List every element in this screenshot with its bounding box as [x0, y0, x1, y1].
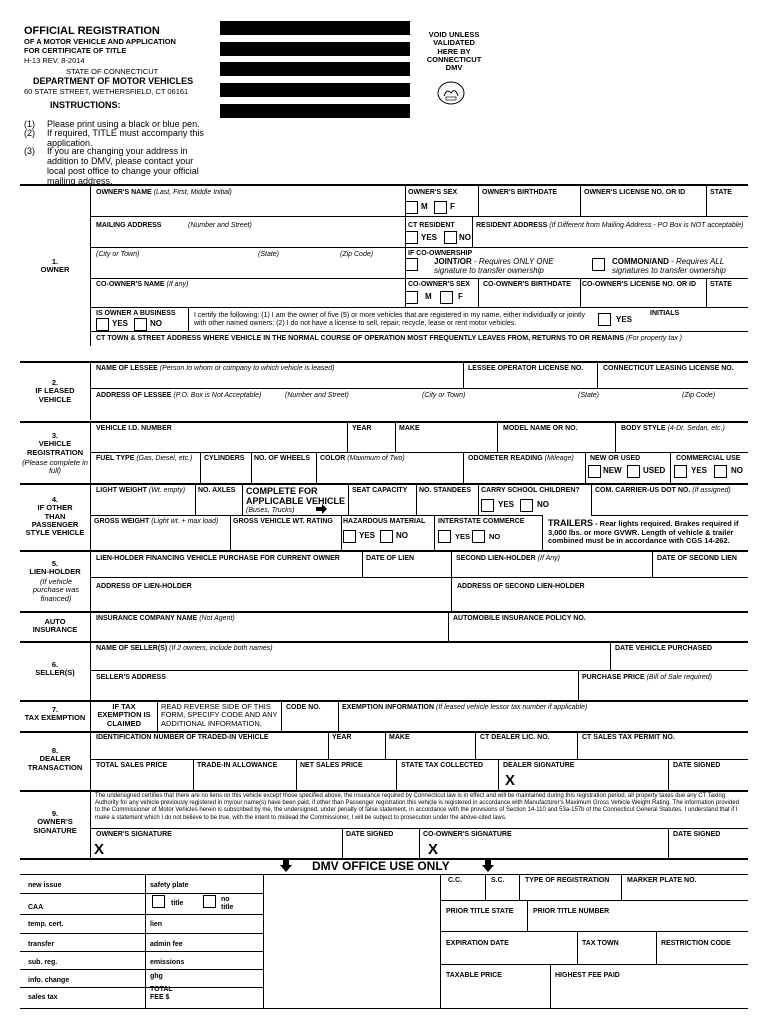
arrow-down-icon [482, 860, 494, 872]
yes-label: YES [455, 532, 471, 541]
gross-weight-label: GROSS WEIGHT (Light wt. + max load) [94, 518, 219, 525]
total-sales-price-label: TOTAL SALES PRICE [96, 762, 168, 769]
redaction-bar [220, 83, 410, 97]
instruction-2: If required, TITLE must accompany this application. [47, 128, 204, 148]
form-subtitle-2: FOR CERTIFICATE OF TITLE [24, 46, 127, 55]
second-lien-address-label: ADDRESS OF SECOND LIEN-HOLDER [457, 583, 585, 590]
yes-label: YES [616, 315, 633, 324]
redaction-bar [220, 42, 410, 56]
highest-fee-label: HIGHEST FEE PAID [555, 972, 620, 979]
owner-state-label: STATE [710, 189, 732, 196]
co-ownership-label: IF CO-OWNERSHIP [408, 250, 473, 257]
net-sales-price-label: NET SALES PRICE [300, 762, 363, 769]
commercial-no-checkbox[interactable] [714, 465, 727, 478]
department-name: DEPARTMENT OF MOTOR VEHICLES [33, 76, 194, 86]
insurance-policy-label: AUTOMOBILE INSURANCE POLICY NO. [453, 615, 586, 622]
read-reverse-label: READ REVERSE SIDE OF THIS FORM, SPECIFY CODE AND ANY ADDITIONAL INFORMATION. [161, 702, 278, 728]
ct-resident-yes-checkbox[interactable] [405, 231, 418, 244]
complete-for-label: COMPLETE FOR [246, 486, 318, 496]
lien-date-label: DATE OF LIEN [366, 555, 415, 562]
redaction-bar [220, 62, 410, 76]
expiration-date-label: EXPIRATION DATE [446, 940, 509, 947]
yes-label: YES [359, 531, 376, 540]
prior-title-number-label: PRIOR TITLE NUMBER [533, 908, 610, 915]
new-checkbox[interactable] [588, 465, 601, 478]
redaction-bar [220, 104, 410, 118]
caa-label: CAA [28, 904, 44, 911]
hazmat-no-checkbox[interactable] [380, 530, 393, 543]
title-checkbox[interactable] [152, 895, 165, 908]
joint-or-checkbox[interactable] [405, 258, 418, 271]
instruction-number: (1) [24, 119, 35, 129]
arrow-down-icon [280, 860, 292, 872]
section-vehicle-hint: (Please complete in full) [22, 458, 88, 476]
business-certify-yes-checkbox[interactable] [598, 313, 611, 326]
no-label: NO [537, 500, 549, 509]
state-name: STATE OF CONNECTICUT [66, 67, 159, 76]
section-lien-holder: 5. LIEN-HOLDER [29, 559, 81, 577]
void-notice: VOID UNLESS VALIDATED HERE BY CONNECTICUT DMV [426, 30, 482, 72]
model-label: MODEL NAME OR NO. [503, 425, 578, 432]
section-leased: 2. IF LEASED VEHICLE [35, 378, 75, 404]
owner-sex-label: OWNER'S SEX [408, 189, 458, 196]
new-label: NEW [603, 466, 622, 475]
standees-label: NO. STANDEES [419, 487, 471, 494]
business-no-checkbox[interactable] [134, 318, 147, 331]
color-label: COLOR (Maximum of Two) [320, 455, 405, 462]
co-owner-birthdate-label: CO-OWNER'S BIRTHDATE [483, 281, 571, 288]
sex-f-label: F [458, 292, 463, 301]
fuel-type-label: FUEL TYPE (Gas, Diesel, etc.) [96, 455, 193, 462]
yes-label: YES [498, 500, 515, 509]
section-seller: 6. SELLER(S) [35, 660, 75, 678]
no-title-checkbox[interactable] [203, 895, 216, 908]
yes-label: YES [112, 319, 129, 328]
co-owner-signature-x: X [428, 841, 439, 858]
dealer-signature-label: DEALER SIGNATURE [503, 762, 575, 769]
exemption-info-label: EXEMPTION INFORMATION (If leased vehicle lessor tax number if applicable) [342, 704, 588, 711]
no-label: NO [489, 532, 501, 541]
co-owner-state-label: STATE [710, 281, 732, 288]
body-style-label: BODY STYLE (4-Dr. Sedan, etc.) [621, 425, 725, 432]
date-purchased-label: DATE VEHICLE PURCHASED [615, 645, 713, 652]
state-tax-collected-label: STATE TAX COLLECTED [401, 762, 484, 769]
arrow-right-icon [316, 504, 328, 514]
if-tax-exemption-label: IF TAX EXEMPTION IS CLAIMED [97, 702, 151, 728]
cc-label: C.C. [448, 877, 462, 884]
make-label: MAKE [399, 425, 420, 432]
no-label: NO [731, 466, 743, 475]
applicable-vehicle-label: APPLICABLE VEHICLE [246, 496, 346, 506]
lien-label: lien [150, 921, 163, 928]
lessee-address-label: ADDRESS OF LESSEE (P.O. Box is Not Acceptable) [96, 392, 262, 399]
co-sex-f-checkbox[interactable] [440, 291, 453, 304]
interstate-label: INTERSTATE COMMERCE [438, 518, 525, 525]
code-no-label: CODE NO. [286, 704, 321, 711]
lien-address-label: ADDRESS OF LIEN-HOLDER [96, 583, 192, 590]
section-tax-exemption: 7. TAX EXEMPTION [24, 705, 86, 723]
ct-leasing-label: CONNECTICUT LEASING LICENSE NO. [603, 365, 734, 372]
seller-address-label: SELLER'S ADDRESS [96, 674, 166, 681]
cylinders-label: CYLINDERS [204, 455, 245, 462]
section-insurance: AUTO INSURANCE [32, 617, 78, 635]
insurance-company-label: INSURANCE COMPANY NAME (Not Agent) [96, 615, 235, 622]
restriction-code-label: RESTRICTION CODE [661, 940, 731, 947]
wheels-label: NO. OF WHEELS [254, 455, 310, 462]
instruction-number: (2) [24, 128, 35, 138]
ct-resident-no-checkbox[interactable] [444, 231, 457, 244]
trade-in-allowance-label: TRADE-IN ALLOWANCE [197, 762, 278, 769]
trade-make-label: MAKE [389, 734, 410, 741]
traded-in-vin-label: IDENTIFICATION NUMBER OF TRADED-IN VEHICLE [96, 734, 269, 741]
new-issue-label: new issue [28, 882, 62, 889]
owner-birthdate-label: OWNER'S BIRTHDATE [482, 189, 558, 196]
title-label: title [171, 900, 184, 907]
owner-name-label: OWNER'S NAME (Last, First, Middle Initial) [96, 189, 232, 196]
co-owner-sex-label: CO-OWNER'S SEX [408, 281, 470, 288]
dmv-office-use-heading: DMV OFFICE USE ONLY [312, 859, 450, 873]
no-label: NO [396, 531, 408, 540]
co-owner-name-label: CO-OWNER'S NAME (If any) [96, 281, 189, 288]
sales-tax-label: sales tax [28, 994, 58, 1001]
marker-plate-label: MARKER PLATE NO. [627, 877, 697, 884]
owner-signature-x: X [94, 841, 105, 858]
temp-cert-label: temp. cert. [28, 921, 64, 928]
interstate-yes-checkbox[interactable] [438, 530, 451, 543]
owner-signature-label: OWNER'S SIGNATURE [96, 831, 172, 838]
lessee-name-label: NAME OF LESSEE (Person to whom or company to which vehicle is leased) [96, 365, 335, 372]
certification-text: The undersigned certifies that there are no liens on this vehicle except those specified above, the insurance required by Connecticut law is in effect and will be maintained during this registration period, all property taxes due any CT Taxing Authority for any vehicle previously registered in my/our name(s) have been paid, if other than Passenger registration this vehicle is registered in accordance with Manufacturer's Maximum Gross Vehicle Weight Rating. The information provided to the Commissioner of Motor Vehicles herein is subscribed by me, the undersigned, under penalty of false statement, in accordance with the provisions of Section 14-110 and 53a-157b of the Connecticut General Statutes. I understand that if I make a statement which I do not believe to be true, with the intent to mislead the Commissioner, I will be subject to prosecution under the above-cited laws. [95, 793, 739, 821]
instruction-3: If you are changing your address in addition to DMV, please contact your local post office to change your official mailing address. [47, 146, 199, 186]
department-address: 60 STATE STREET, WETHERSFIELD, CT 06161 [24, 87, 189, 96]
used-label: USED [643, 466, 666, 475]
used-checkbox[interactable] [627, 465, 640, 478]
dealer-license-label: CT DEALER LIC. NO. [480, 734, 550, 741]
form-title: OFFICIAL REGISTRATION [24, 25, 160, 37]
ct-state-seal [436, 80, 466, 106]
instruction-1: Please print using a black or blue pen. [47, 119, 200, 129]
form-subtitle: OF A MOTOR VEHICLE AND APPLICATION [24, 37, 176, 46]
zip-hint: (Zip Code) [682, 392, 716, 399]
section-signature: 9. OWNER'S SIGNATURE [33, 809, 77, 835]
co-owner-signature-label: CO-OWNER'S SIGNATURE [423, 831, 512, 838]
section-dealer: 8. DEALER TRANSACTION [27, 746, 83, 772]
sex-f-label: F [450, 202, 455, 211]
ct-town-label: CT TOWN & STREET ADDRESS WHERE VEHICLE IN THE NORMAL COURSE OF OPERATION MOST FREQUENTLY LEAVES FROM, RETURNS TO OR REMAINS (For property tax ) [96, 335, 682, 342]
no-label: NO [150, 319, 162, 328]
mailing-address-label: MAILING ADDRESS [96, 222, 162, 229]
owner-date-signed-label: DATE SIGNED [346, 831, 394, 838]
joint-or-label: JOINT/OR - Requires ONLY ONE [434, 257, 554, 266]
section-owner: 1. OWNER [40, 257, 70, 275]
common-and-checkbox[interactable] [592, 258, 605, 271]
sc-label: S.C. [491, 877, 505, 884]
school-yes-checkbox[interactable] [481, 499, 494, 512]
buses-trucks-hint: (Buses, Trucks) [246, 507, 295, 514]
redaction-bar [220, 21, 410, 35]
vin-label: VEHICLE I.D. NUMBER [96, 425, 172, 432]
school-children-label: CARRY SCHOOL CHILDREN? [481, 487, 580, 494]
safety-plate-label: safety plate [150, 882, 189, 889]
trailers-notice: TRAILERS - Rear lights required. Brakes required if 3,000 lbs. or more GVWR. Length of vehicle & trailer combined must be in accordance with CGS 14-262. [548, 518, 739, 546]
number-street-hint: (Number and Street) [285, 392, 349, 399]
seller-name-label: NAME OF SELLER(S) (If 2 owners, include both names) [96, 645, 273, 652]
gvwr-label: GROSS VEHICLE WT. RATING [233, 518, 333, 525]
instruction-number: (3) [24, 146, 35, 156]
seat-capacity-label: SEAT CAPACITY [352, 487, 408, 494]
state-hint: (State) [578, 392, 600, 399]
form-number: H-13 REV. 8-2014 [24, 56, 85, 65]
emissions-label: emissions [150, 959, 185, 966]
zip-hint: (Zip Code) [340, 251, 374, 258]
info-change-label: info. change [28, 977, 70, 984]
axles-label: NO. AXLES [198, 487, 236, 494]
section-other-vehicle: 4. IF OTHER THAN PASSENGER STYLE VEHICLE [25, 495, 85, 537]
city-hint: (City or Town) [96, 251, 140, 258]
owner-license-label: OWNER'S LICENSE NO. OR ID [584, 189, 686, 196]
joint-or-hint: signature to transfer ownership [434, 266, 544, 275]
purchase-price-label: PURCHASE PRICE (Bill of Sale required) [582, 674, 712, 681]
year-label: YEAR [352, 425, 372, 432]
commercial-use-label: COMMERCIAL USE [676, 455, 741, 462]
total-fee-label: TOTAL FEE $ [150, 986, 173, 1001]
co-owner-date-signed-label: DATE SIGNED [673, 831, 721, 838]
tax-town-label: TAX TOWN [582, 940, 619, 947]
trade-year-label: YEAR [332, 734, 352, 741]
co-sex-m-checkbox[interactable] [405, 291, 418, 304]
light-weight-label: LIGHT WEIGHT (Wt. empty) [96, 487, 186, 494]
business-certification: I certify the following: (1) I am the owner of five (5) or more vehicles that are registered in my name, either individually or jointly with other named owners; (2) I do not have a license to sell, repair, recycle, lease or rent motor vehicles. [194, 312, 585, 327]
no-label: NO [459, 233, 471, 242]
common-and-label: COMMON/AND - Requires ALL [612, 257, 725, 266]
state-hint: (State) [258, 251, 280, 258]
commercial-yes-checkbox[interactable] [674, 465, 687, 478]
carrier-dot-label: COM. CARRIER-US DOT NO. (If assigned) [595, 487, 731, 494]
no-title-label: no title [221, 896, 234, 911]
dealer-signature-x: X [505, 772, 516, 789]
yes-label: YES [421, 233, 438, 242]
sex-f-checkbox[interactable] [434, 201, 447, 214]
sex-m-label: M [425, 292, 432, 301]
sex-m-label: M [421, 202, 428, 211]
lien-holder-label: LIEN-HOLDER FINANCING VEHICLE PURCHASE FOR CURRENT OWNER [96, 555, 340, 562]
section-lien-hint: (If vehicle purchase was financed) [32, 577, 80, 603]
second-lien-label: SECOND LIEN-HOLDER (If Any) [456, 555, 560, 562]
sales-tax-permit-label: CT SALES TAX PERMIT NO. [582, 734, 675, 741]
prior-title-state-label: PRIOR TITLE STATE [446, 908, 514, 915]
transfer-label: transfer [28, 941, 55, 948]
school-no-checkbox[interactable] [520, 499, 533, 512]
ghg-label: ghg [150, 973, 163, 980]
mailing-address-hint: (Number and Street) [188, 222, 252, 229]
hazmat-yes-checkbox[interactable] [343, 530, 356, 543]
instructions-heading: INSTRUCTIONS: [50, 100, 121, 110]
sex-m-checkbox[interactable] [405, 201, 418, 214]
lessee-operator-label: LESSEE OPERATOR LICENSE NO. [468, 365, 584, 372]
hazmat-label: HAZARDOUS MATERIAL [343, 518, 426, 525]
taxable-price-label: TAXABLE PRICE [446, 972, 502, 979]
second-lien-date-label: DATE OF SECOND LIEN [657, 555, 737, 562]
interstate-no-checkbox[interactable] [472, 530, 485, 543]
yes-label: YES [691, 466, 708, 475]
co-owner-license-label: CO-OWNER'S LICENSE NO. OR ID [582, 281, 697, 288]
city-hint: (City or Town) [422, 392, 466, 399]
new-used-label: NEW OR USED [590, 455, 641, 462]
admin-fee-label: admin fee [150, 941, 183, 948]
section-vehicle: 3. VEHICLE REGISTRATION [26, 431, 84, 457]
odometer-label: ODOMETER READING (Mileage) [468, 455, 574, 462]
business-label: IS OWNER A BUSINESS [96, 310, 176, 317]
ct-resident-label: CT RESIDENT [408, 222, 455, 229]
registration-type-label: TYPE OF REGISTRATION [525, 877, 610, 884]
dealer-date-signed-label: DATE SIGNED [673, 762, 721, 769]
sub-reg-label: sub. reg. [28, 959, 58, 966]
initials-label: INITIALS [650, 310, 680, 317]
common-and-hint: signatures to transfer ownership [612, 266, 726, 275]
resident-address-label: RESIDENT ADDRESS (If Different from Mailing Address - PO Box is NOT acceptable) [476, 222, 744, 229]
business-yes-checkbox[interactable] [96, 318, 109, 331]
